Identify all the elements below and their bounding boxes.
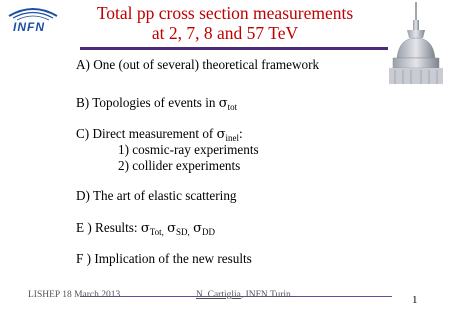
sigma-symbol: σ <box>167 221 177 236</box>
item-c-label: C) Direct measurement of <box>76 126 217 141</box>
footer-event: LISHEP 18 March 2013 <box>28 290 121 300</box>
slide-title <box>95 3 355 43</box>
subscript: SD, <box>176 227 190 237</box>
subscript: DD <box>201 227 215 237</box>
subscript: inel <box>225 133 239 143</box>
page-number: 1 <box>412 294 418 306</box>
item-d: D) The art of elastic scattering <box>76 188 237 203</box>
item-f: F ) Implication of the new results <box>76 251 252 266</box>
author-link[interactable]: N. Cartiglia <box>196 290 241 300</box>
item-a: A) One (out of several) theoretical framework <box>76 57 320 72</box>
item-e <box>76 220 215 240</box>
sigma-symbol: σ <box>193 221 202 236</box>
item-e-label: E ) Results: <box>76 220 141 235</box>
mole-antonelliana-image <box>385 2 447 84</box>
title-underline <box>80 47 388 50</box>
footer-author <box>196 290 293 300</box>
sigma-symbol: σ <box>218 96 228 111</box>
infn-logo <box>5 4 61 38</box>
item-b-label: B) Topologies of events in <box>76 95 219 110</box>
item-c-suffix: : <box>239 126 243 141</box>
logo-text: INFN <box>13 20 45 34</box>
sigma-symbol: σ <box>140 221 150 236</box>
footer-org: , INFN Turin. <box>240 290 294 300</box>
subscript: tot <box>227 102 238 112</box>
item-c-sub-2: 2) collider experiments <box>118 158 241 173</box>
sigma-symbol: σ <box>216 127 226 142</box>
item-c-sub-1: 1) cosmic-ray experiments <box>118 142 259 157</box>
subscript: Tot, <box>149 227 164 237</box>
title-line-2: at 2, 7, 8 and 57 TeV <box>151 23 299 43</box>
title-line-1: Total pp cross section measurements <box>96 3 354 23</box>
item-b <box>76 95 237 115</box>
